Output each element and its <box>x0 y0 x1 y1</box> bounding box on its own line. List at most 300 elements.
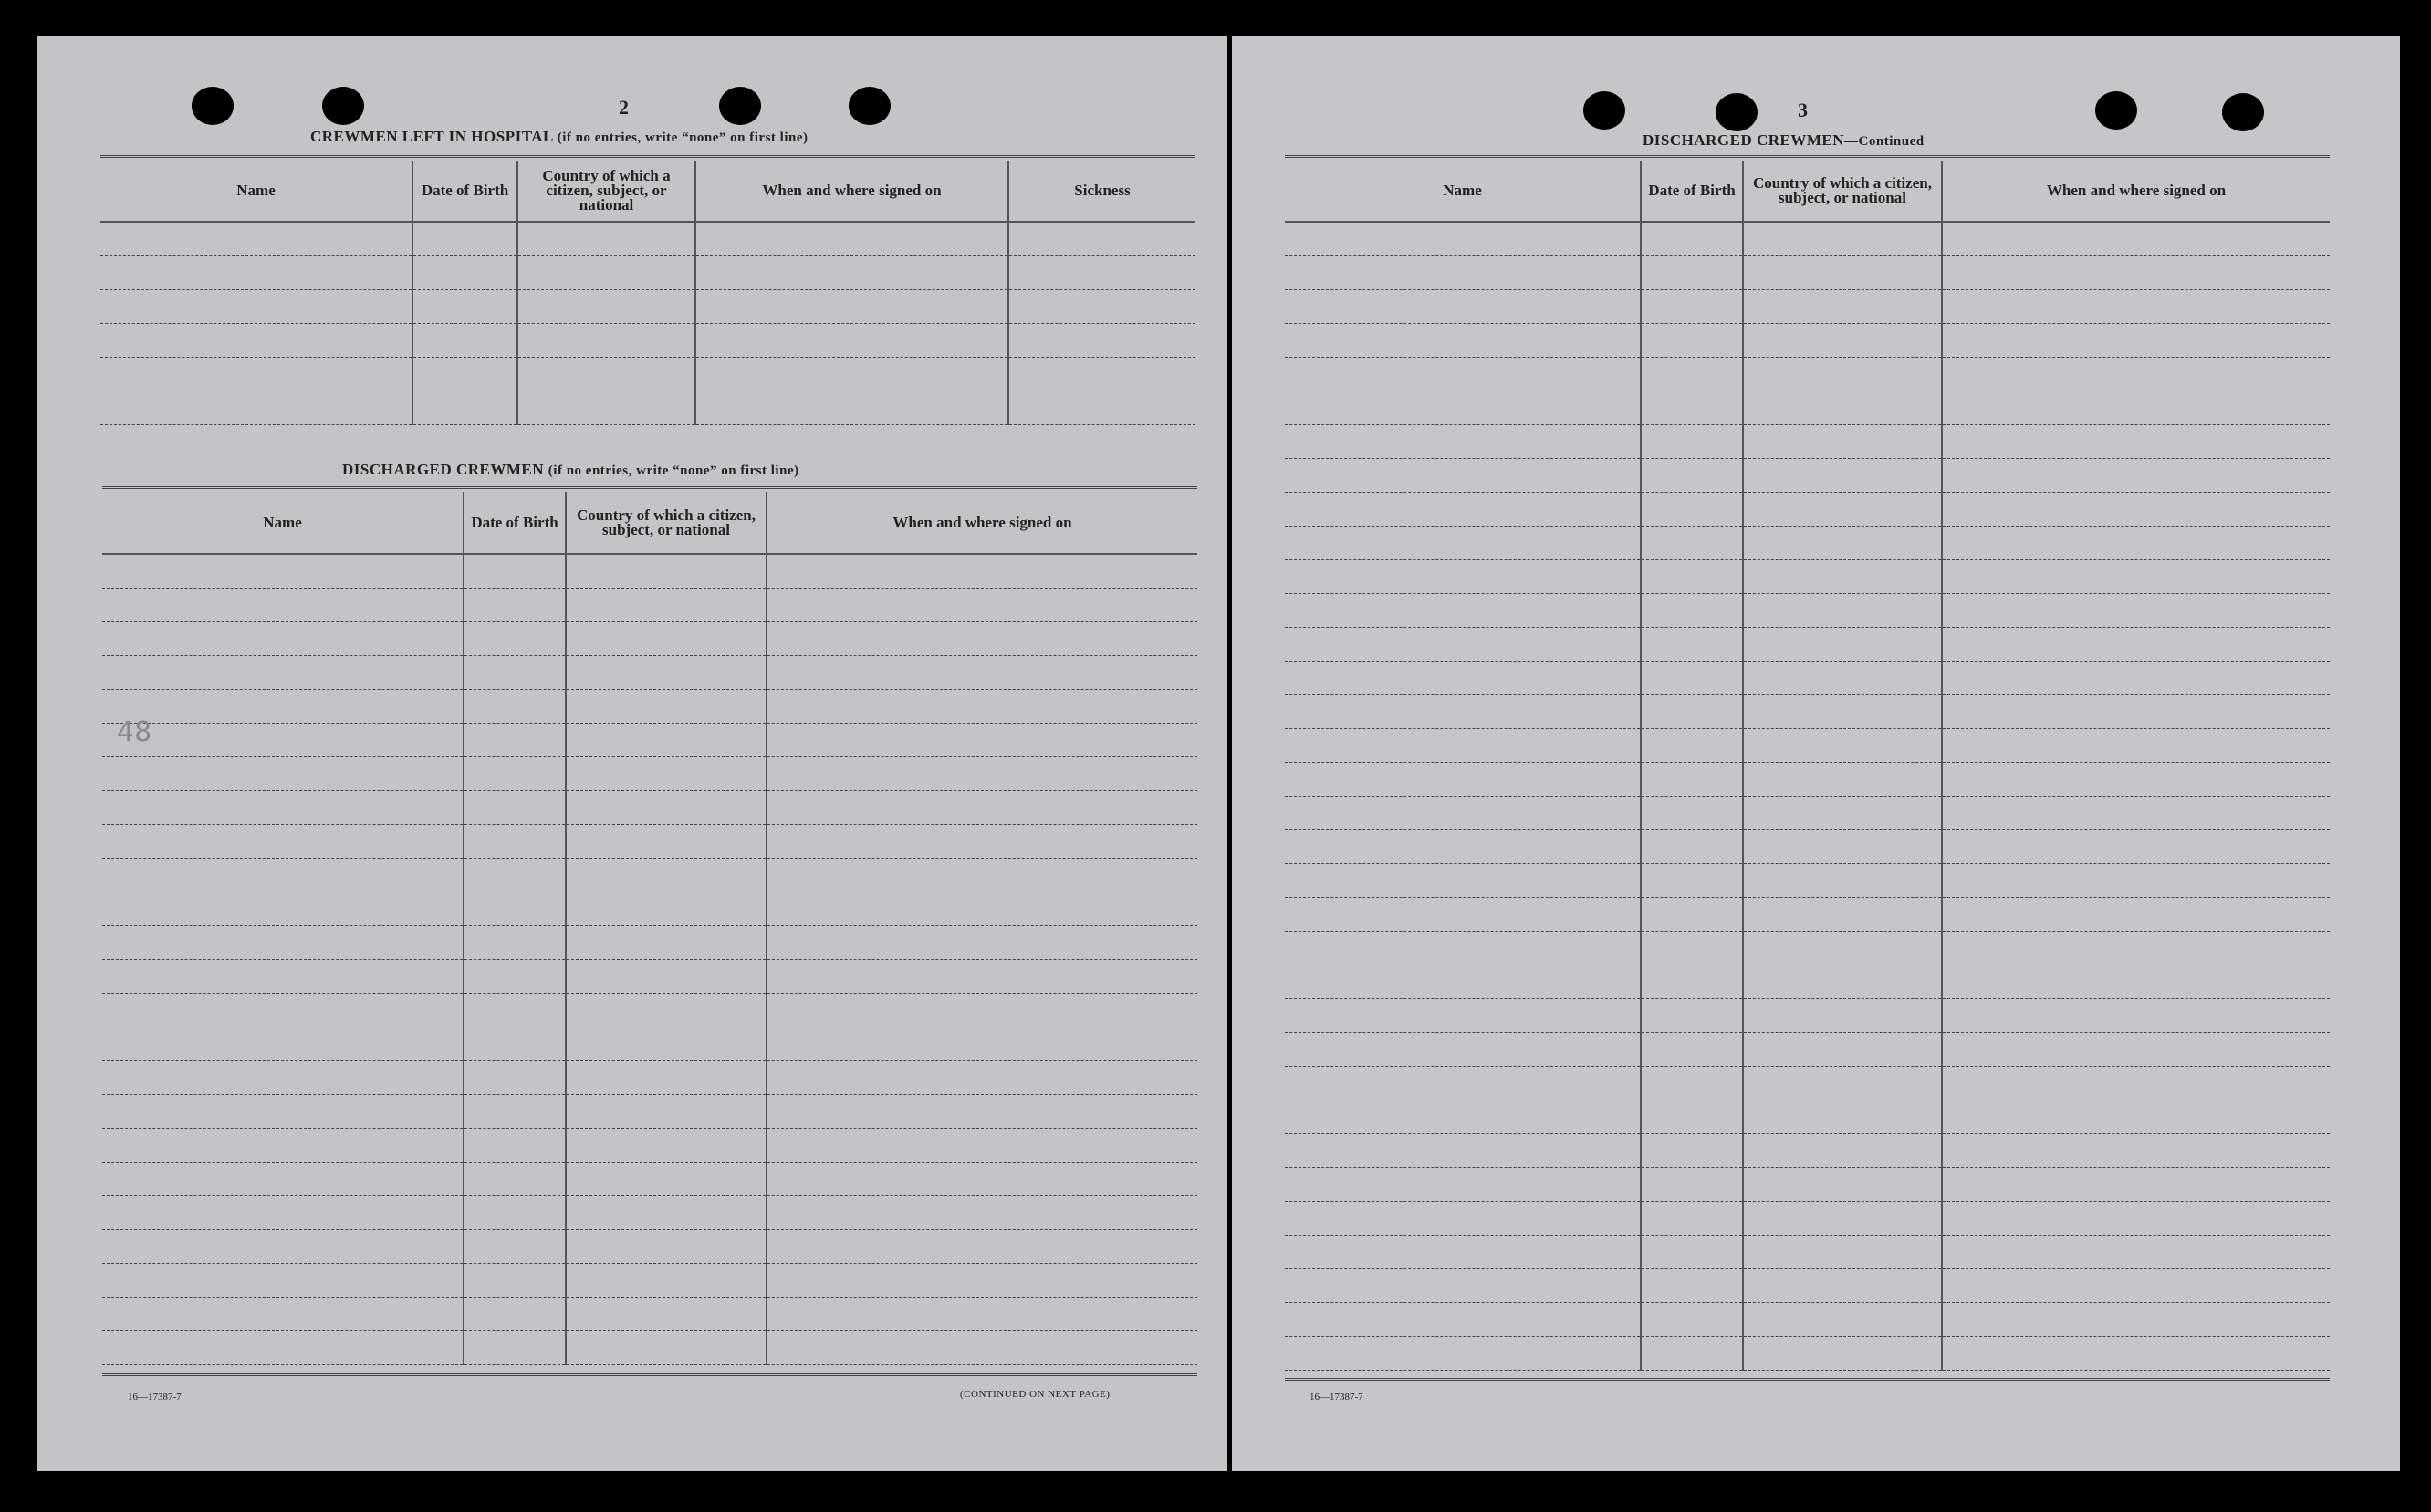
blank-cell <box>566 621 767 655</box>
blank-cell <box>464 790 566 824</box>
blank-cell <box>464 858 566 892</box>
blank-cell <box>100 323 412 357</box>
blank-cell <box>767 1094 1197 1128</box>
blank-cell <box>1285 492 1641 526</box>
blank-cell <box>1008 357 1195 391</box>
blank-cell <box>102 858 464 892</box>
blank-cell <box>1743 222 1942 255</box>
blank-cell <box>464 1263 566 1297</box>
punch-hole <box>849 87 891 125</box>
blank-cell <box>1942 897 2330 931</box>
blank-cell <box>1285 1235 1641 1268</box>
table-row <box>1285 1268 2330 1302</box>
blank-cell <box>1285 1133 1641 1167</box>
blank-cell <box>566 723 767 756</box>
blank-cell <box>1942 1235 2330 1268</box>
table-row <box>102 1195 1197 1229</box>
blank-cell <box>1942 661 2330 694</box>
continued-section-title: DISCHARGED CREWMEN—Continued <box>1643 131 1925 149</box>
blank-cell <box>1743 492 1942 526</box>
blank-cell <box>1641 424 1743 458</box>
blank-cell <box>1285 627 1641 661</box>
blank-cell <box>1942 1100 2330 1133</box>
table-row <box>102 1297 1197 1330</box>
table-row <box>100 357 1195 391</box>
blank-cell <box>1942 1268 2330 1302</box>
blank-cell <box>1743 255 1942 289</box>
left-page <box>37 36 1227 1471</box>
blank-cell <box>1641 796 1743 829</box>
blank-cell <box>767 925 1197 959</box>
table-row <box>1285 965 2330 998</box>
blank-cell <box>1285 222 1641 255</box>
blank-cell <box>1285 762 1641 796</box>
blank-cell <box>1743 965 1942 998</box>
blank-cell <box>1942 391 2330 424</box>
blank-cell <box>464 1027 566 1060</box>
blank-cell <box>767 756 1197 790</box>
blank-cell <box>1942 458 2330 492</box>
blank-cell <box>695 357 1008 391</box>
blank-cell <box>767 1027 1197 1060</box>
table-row <box>102 790 1197 824</box>
blank-cell <box>464 824 566 858</box>
blank-cell <box>1641 762 1743 796</box>
blank-cell <box>767 858 1197 892</box>
blank-cell <box>412 289 517 323</box>
punch-hole <box>2222 93 2264 131</box>
blank-cell <box>566 790 767 824</box>
section-rule <box>102 486 1197 489</box>
blank-cell <box>102 1297 464 1330</box>
blank-cell <box>767 824 1197 858</box>
blank-cell <box>412 255 517 289</box>
table-row <box>100 222 1195 255</box>
blank-cell <box>412 323 517 357</box>
blank-cell <box>566 892 767 925</box>
blank-cell <box>1743 897 1942 931</box>
blank-cell <box>1641 1066 1743 1100</box>
blank-cell <box>464 1060 566 1094</box>
blank-cell <box>464 892 566 925</box>
blank-cell <box>517 289 695 323</box>
blank-cell <box>1942 289 2330 323</box>
blank-cell <box>1942 931 2330 965</box>
punch-hole <box>1716 93 1758 131</box>
blank-cell <box>1942 492 2330 526</box>
page-number: 3 <box>1798 99 1808 121</box>
blank-cell <box>102 756 464 790</box>
blank-cell <box>102 993 464 1027</box>
blank-cell <box>1942 1066 2330 1100</box>
blank-cell <box>1641 829 1743 863</box>
blank-cell <box>1008 391 1195 424</box>
blank-cell <box>1285 965 1641 998</box>
col-signed-on: When and where signed on <box>1942 161 2330 222</box>
table-row <box>100 323 1195 357</box>
blank-cell <box>695 289 1008 323</box>
blank-cell <box>102 1162 464 1195</box>
blank-cell <box>1285 728 1641 762</box>
blank-cell <box>1285 1302 1641 1336</box>
blank-cell <box>412 222 517 255</box>
col-country: Country of which a citizen, subject, or national <box>566 492 767 554</box>
blank-cell <box>102 959 464 993</box>
table-row <box>1285 222 2330 255</box>
blank-cell <box>1641 897 1743 931</box>
blank-cell <box>1285 1167 1641 1201</box>
blank-cell <box>1641 627 1743 661</box>
blank-cell <box>1942 357 2330 391</box>
discharged-section-title: DISCHARGED CREWMEN (if no entries, write “none” on first line) <box>342 461 799 478</box>
blank-cell <box>566 858 767 892</box>
blank-cell <box>1641 559 1743 593</box>
blank-cell <box>1285 559 1641 593</box>
blank-cell <box>566 824 767 858</box>
blank-cell <box>1743 323 1942 357</box>
table-row <box>1285 728 2330 762</box>
blank-cell <box>1743 863 1942 897</box>
table-row <box>1285 1201 2330 1235</box>
blank-cell <box>464 993 566 1027</box>
blank-cell <box>1743 694 1942 728</box>
table-row <box>1285 897 2330 931</box>
blank-cell <box>102 1060 464 1094</box>
col-date-of-birth: Date of Birth <box>412 161 517 222</box>
blank-cell <box>1743 593 1942 627</box>
table-row <box>102 1060 1197 1094</box>
blank-cell <box>1285 897 1641 931</box>
col-signed-on: When and where signed on <box>767 492 1197 554</box>
table-row <box>1285 998 2330 1032</box>
blank-cell <box>695 222 1008 255</box>
blank-cell <box>1942 424 2330 458</box>
blank-cell <box>102 1229 464 1263</box>
table-row <box>1285 492 2330 526</box>
blank-cell <box>102 588 464 621</box>
col-date-of-birth: Date of Birth <box>1641 161 1743 222</box>
blank-cell <box>1008 289 1195 323</box>
blank-cell <box>767 959 1197 993</box>
table-row <box>1285 391 2330 424</box>
blank-cell <box>1743 391 1942 424</box>
blank-cell <box>102 1128 464 1162</box>
table-row <box>102 1229 1197 1263</box>
table-row <box>1285 661 2330 694</box>
blank-cell <box>464 723 566 756</box>
table-row <box>1285 593 2330 627</box>
table-row <box>1285 627 2330 661</box>
blank-cell <box>464 1330 566 1364</box>
blank-cell <box>102 892 464 925</box>
table-row <box>102 1094 1197 1128</box>
right-page <box>1232 36 2400 1471</box>
table-row <box>102 959 1197 993</box>
blank-cell <box>767 723 1197 756</box>
blank-cell <box>1285 1336 1641 1370</box>
table-row <box>100 255 1195 289</box>
blank-cell <box>1743 931 1942 965</box>
table-row <box>1285 1066 2330 1100</box>
blank-cell <box>1743 1336 1942 1370</box>
blank-cell <box>1743 458 1942 492</box>
blank-cell <box>767 790 1197 824</box>
blank-cell <box>566 1330 767 1364</box>
blank-cell <box>1008 255 1195 289</box>
blank-cell <box>566 1027 767 1060</box>
blank-cell <box>1641 1133 1743 1167</box>
blank-cell <box>1942 255 2330 289</box>
blank-cell <box>1743 627 1942 661</box>
blank-cell <box>100 391 412 424</box>
blank-cell <box>1743 661 1942 694</box>
blank-cell <box>464 689 566 723</box>
table-row <box>102 858 1197 892</box>
blank-cell <box>100 255 412 289</box>
blank-cell <box>1942 863 2330 897</box>
blank-cell <box>1641 1336 1743 1370</box>
blank-cell <box>1641 323 1743 357</box>
blank-cell <box>1743 1066 1942 1100</box>
blank-cell <box>1641 1268 1743 1302</box>
blank-cell <box>1743 559 1942 593</box>
blank-cell <box>1743 829 1942 863</box>
blank-cell <box>566 689 767 723</box>
blank-cell <box>566 959 767 993</box>
table-row <box>1285 526 2330 559</box>
blank-cell <box>1641 492 1743 526</box>
blank-cell <box>1942 1167 2330 1201</box>
table-row <box>1285 559 2330 593</box>
table-row <box>102 892 1197 925</box>
blank-cell <box>1285 796 1641 829</box>
blank-cell <box>1285 289 1641 323</box>
blank-cell <box>1743 762 1942 796</box>
blank-cell <box>464 1195 566 1229</box>
blank-cell <box>566 1195 767 1229</box>
blank-cell <box>464 1297 566 1330</box>
blank-cell <box>1008 222 1195 255</box>
table-row <box>102 1162 1197 1195</box>
blank-cell <box>1285 863 1641 897</box>
blank-cell <box>1641 998 1743 1032</box>
col-country: Country of which a citizen, subject, or national <box>517 161 695 222</box>
blank-cell <box>464 655 566 689</box>
blank-cell <box>1942 829 2330 863</box>
blank-cell <box>464 756 566 790</box>
blank-cell <box>1942 222 2330 255</box>
table-row <box>102 1128 1197 1162</box>
blank-cell <box>566 1263 767 1297</box>
blank-cell <box>100 222 412 255</box>
table-row <box>102 925 1197 959</box>
table-row <box>1285 762 2330 796</box>
table-row <box>102 554 1197 588</box>
col-sickness: Sickness <box>1008 161 1195 222</box>
blank-cell <box>767 1128 1197 1162</box>
blank-cell <box>767 621 1197 655</box>
table-row <box>102 655 1197 689</box>
blank-cell <box>517 357 695 391</box>
table-row <box>102 1263 1197 1297</box>
page-number: 2 <box>619 96 629 119</box>
blank-cell <box>1743 796 1942 829</box>
blank-cell <box>1285 661 1641 694</box>
blank-cell <box>1641 1201 1743 1235</box>
table-row <box>1285 1133 2330 1167</box>
blank-cell <box>1641 661 1743 694</box>
blank-cell <box>1641 1100 1743 1133</box>
blank-cell <box>566 993 767 1027</box>
table-row <box>1285 458 2330 492</box>
blank-cell <box>1285 1268 1641 1302</box>
blank-cell <box>1942 1201 2330 1235</box>
blank-cell <box>1641 694 1743 728</box>
blank-cell <box>695 391 1008 424</box>
blank-cell <box>1942 1133 2330 1167</box>
section-rule <box>1285 155 2330 158</box>
blank-cell <box>102 1330 464 1364</box>
form-number: 16—17387-7 <box>1309 1392 1363 1403</box>
blank-cell <box>464 959 566 993</box>
blank-cell <box>1942 998 2330 1032</box>
blank-cell <box>566 1060 767 1094</box>
table-row <box>1285 1235 2330 1268</box>
col-signed-on: When and where signed on <box>695 161 1008 222</box>
blank-cell <box>102 689 464 723</box>
table-row <box>1285 1302 2330 1336</box>
blank-cell <box>566 1128 767 1162</box>
blank-cell <box>1641 931 1743 965</box>
table-row <box>102 723 1197 756</box>
table-row <box>1285 931 2330 965</box>
handwritten-mark: 48 <box>117 716 152 748</box>
blank-cell <box>1942 1032 2330 1066</box>
table-row <box>1285 796 2330 829</box>
table-row <box>100 391 1195 424</box>
blank-cell <box>1285 357 1641 391</box>
table-row <box>1285 357 2330 391</box>
form-number: 16—17387-7 <box>128 1392 182 1403</box>
bottom-rule <box>1285 1378 2330 1381</box>
blank-cell <box>767 1263 1197 1297</box>
table-row <box>1285 323 2330 357</box>
blank-cell <box>566 554 767 588</box>
blank-cell <box>1285 931 1641 965</box>
col-date-of-birth: Date of Birth <box>464 492 566 554</box>
blank-cell <box>767 655 1197 689</box>
blank-cell <box>1743 424 1942 458</box>
blank-cell <box>566 655 767 689</box>
blank-cell <box>1641 863 1743 897</box>
blank-cell <box>464 588 566 621</box>
blank-cell <box>1942 1336 2330 1370</box>
section-rule <box>100 155 1195 158</box>
blank-cell <box>1743 728 1942 762</box>
blank-cell <box>767 1330 1197 1364</box>
blank-cell <box>767 1162 1197 1195</box>
blank-cell <box>767 1297 1197 1330</box>
blank-cell <box>102 925 464 959</box>
blank-cell <box>412 357 517 391</box>
blank-cell <box>1641 728 1743 762</box>
blank-cell <box>1285 593 1641 627</box>
blank-cell <box>1641 1032 1743 1066</box>
blank-cell <box>566 1229 767 1263</box>
blank-cell <box>767 588 1197 621</box>
blank-cell <box>767 1229 1197 1263</box>
blank-cell <box>695 323 1008 357</box>
blank-cell <box>1743 289 1942 323</box>
table-row <box>1285 1100 2330 1133</box>
blank-cell <box>102 1094 464 1128</box>
punch-hole <box>719 87 761 125</box>
blank-cell <box>1285 424 1641 458</box>
table-row <box>102 993 1197 1027</box>
blank-cell <box>102 824 464 858</box>
table-row <box>1285 863 2330 897</box>
blank-cell <box>1942 559 2330 593</box>
blank-cell <box>464 925 566 959</box>
blank-cell <box>1942 526 2330 559</box>
blank-cell <box>1743 1133 1942 1167</box>
blank-cell <box>566 588 767 621</box>
blank-cell <box>1942 694 2330 728</box>
blank-cell <box>102 723 464 756</box>
blank-cell <box>767 892 1197 925</box>
blank-cell <box>695 255 1008 289</box>
blank-cell <box>1743 1100 1942 1133</box>
blank-cell <box>464 554 566 588</box>
discharged-table <box>102 492 1197 1365</box>
blank-cell <box>1641 526 1743 559</box>
table-row <box>102 621 1197 655</box>
col-country: Country of which a citizen, subject, or national <box>1743 161 1942 222</box>
blank-cell <box>1942 1302 2330 1336</box>
table-row <box>1285 829 2330 863</box>
blank-cell <box>1743 1268 1942 1302</box>
blank-cell <box>1285 998 1641 1032</box>
punch-hole <box>322 87 364 125</box>
table-row <box>1285 1032 2330 1066</box>
blank-cell <box>1942 728 2330 762</box>
punch-hole <box>2095 91 2137 130</box>
blank-cell <box>1641 1302 1743 1336</box>
blank-cell <box>1641 391 1743 424</box>
blank-cell <box>1942 796 2330 829</box>
blank-cell <box>1285 1100 1641 1133</box>
table-row <box>1285 1336 2330 1370</box>
blank-cell <box>464 1229 566 1263</box>
blank-cell <box>464 621 566 655</box>
blank-cell <box>1942 965 2330 998</box>
punch-hole <box>1583 91 1625 130</box>
col-name: Name <box>100 161 412 222</box>
table-row <box>1285 694 2330 728</box>
blank-cell <box>517 255 695 289</box>
hospital-section-title: CREWMEN LEFT IN HOSPITAL (if no entries, write “none” on first line) <box>310 128 809 145</box>
table-row <box>102 824 1197 858</box>
blank-cell <box>1641 289 1743 323</box>
blank-cell <box>1285 526 1641 559</box>
blank-cell <box>1743 1032 1942 1066</box>
blank-cell <box>1285 391 1641 424</box>
blank-cell <box>1743 998 1942 1032</box>
blank-cell <box>1285 323 1641 357</box>
blank-cell <box>1285 255 1641 289</box>
blank-cell <box>1285 694 1641 728</box>
blank-cell <box>464 1094 566 1128</box>
